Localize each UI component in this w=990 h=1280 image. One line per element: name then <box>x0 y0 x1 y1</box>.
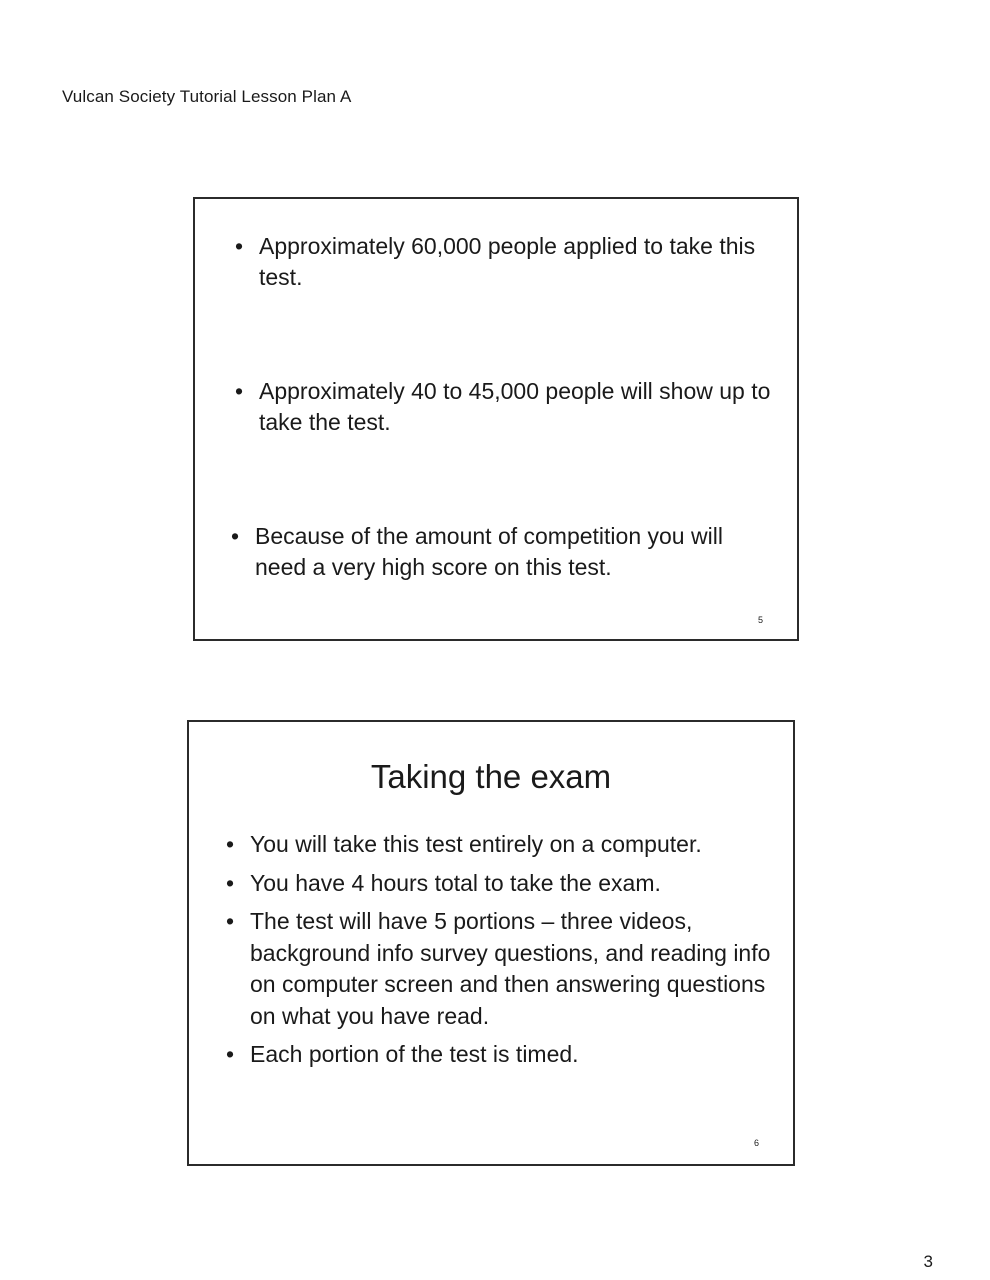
bullet-text: Because of the amount of competition you will need a very high score on this test. <box>255 523 723 580</box>
bullet-icon: • <box>231 523 240 549</box>
bullet-text: The test will have 5 portions – three videos, background info survey questions, and reading info on computer screen and then answering questions on what you have read. <box>250 908 771 1029</box>
bullet-text: Each portion of the test is timed. <box>250 1041 579 1067</box>
slide-6 <box>187 720 795 1166</box>
bullet-item <box>226 906 780 1032</box>
bullet-icon: • <box>226 869 235 896</box>
slide-number: 5 <box>757 615 763 625</box>
bullet-text: Approximately 40 to 45,000 people will show up to take the test. <box>259 378 771 435</box>
bullet-item <box>226 1039 780 1071</box>
bullet-item <box>231 521 779 583</box>
page-number: 3 <box>923 1252 933 1271</box>
bullet-icon: • <box>235 378 244 404</box>
slide-5 <box>193 197 799 641</box>
bullet-icon: • <box>226 908 235 934</box>
bullet-text: You have 4 hours total to take the exam. <box>250 869 661 896</box>
bullet-item <box>235 231 779 293</box>
slide-5-bullet-list <box>231 231 779 666</box>
document-header: Vulcan Society Tutorial Lesson Plan A <box>62 87 352 106</box>
bullet-icon: • <box>226 1041 235 1067</box>
bullet-text: You will take this test entirely on a computer. <box>250 831 702 857</box>
bullet-icon: • <box>235 233 244 259</box>
bullet-item <box>226 868 780 900</box>
bullet-item <box>235 376 779 438</box>
slide-6-bullet-list <box>226 829 780 1078</box>
slide-title: Taking the exam <box>370 758 612 795</box>
slide-number: 6 <box>753 1138 759 1148</box>
bullet-text: Approximately 60,000 people applied to take this test. <box>259 233 756 290</box>
bullet-icon: • <box>226 831 235 857</box>
bullet-item <box>226 829 780 861</box>
